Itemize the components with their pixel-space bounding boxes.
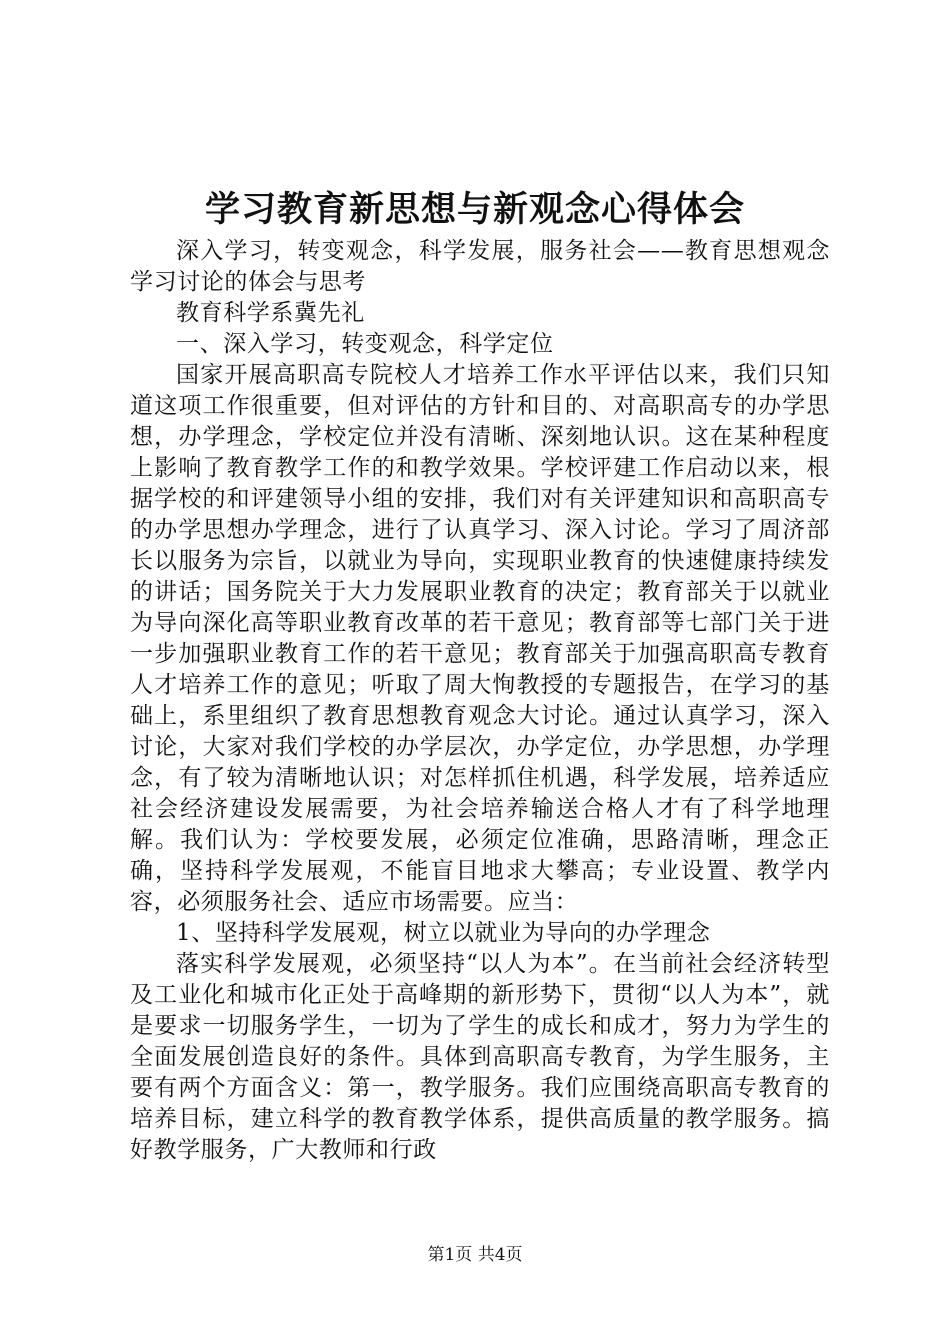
document-body bbox=[130, 236, 830, 1166]
subtitle-paragraph: 深入学习，转变观念，科学发展，服务社会——教育思想观念学习讨论的体会与思考 bbox=[130, 238, 830, 295]
subsection-heading: 1、坚持科学发展观，树立以就业为导向的办学理念 bbox=[176, 920, 711, 946]
section-heading: 一、深入学习，转变观念，科学定位 bbox=[176, 331, 554, 357]
page-number-footer: 第1页 共4页 bbox=[427, 1245, 523, 1265]
body-paragraph: 国家开展高职高专院校人才培养工作水平评估以来，我们只知道这项工作很重要，但对评估的方针和目的、对高职高专的办学思想，办学理念，学校定位并没有清晰、深刻地认识。这在某种程度上影响了教育教学工作的和教学效果。学校评建工作启动以来，根据学校的和评建领导小组的安排，我们对有关评建知识和高职高专的办学思想办学理念，进行了认真学习、深入讨论。学习了周济部长以服务为宗旨，以就业为导向，实现职业教育的快速健康持续发的讲话；国务院关于大力发展职业教育的决定；教育部关于以就业为导向深化高等职业教育改革的若干意见；教育部等七部门关于进一步加强职业教育工作的若干意见；教育部关于加强高职高专教育人才培养工作的意见；听取了周大恂教授的专题报告，在学习的基础上，系里组织了教育思想教育观念大讨论。通过认真学习，深入讨论，大家对我们学校的办学层次，办学定位，办学思想，办学理念，有了较为清晰地认识；对怎样抓住机遇，科学发展，培养适应社会经济建设发展需要，为社会培养输送合格人才有了科学地理解。我们认为：学校要发展，必须定位准确，思路清晰，理念正确，坚持科学发展观，不能盲目地求大攀高；专业设置、教学内容，必须服务社会、适应市场需要。应当： bbox=[130, 362, 830, 915]
body-paragraph: 落实科学发展观，必须坚持“以人为本”。在当前社会经济转型及工业化和城市化正处于高峰期的新形势下，贯彻“以人为本”，就是要求一切服务学生，一切为了学生的成长和成才，努力为学生的全面发展创造良好的条件。具体到高职高专教育，为学生服务，主要有两个方面含义：第一，教学服务。我们应围绕高职高专教育的培养目标，建立科学的教育教学体系，提供高质量的教学服务。搞好教学服务，广大教师和行政 bbox=[130, 951, 830, 1163]
document-title: 学习教育新思想与新观念心得体会 bbox=[204, 189, 745, 230]
author-line: 教育科学系冀先礼 bbox=[176, 300, 365, 326]
